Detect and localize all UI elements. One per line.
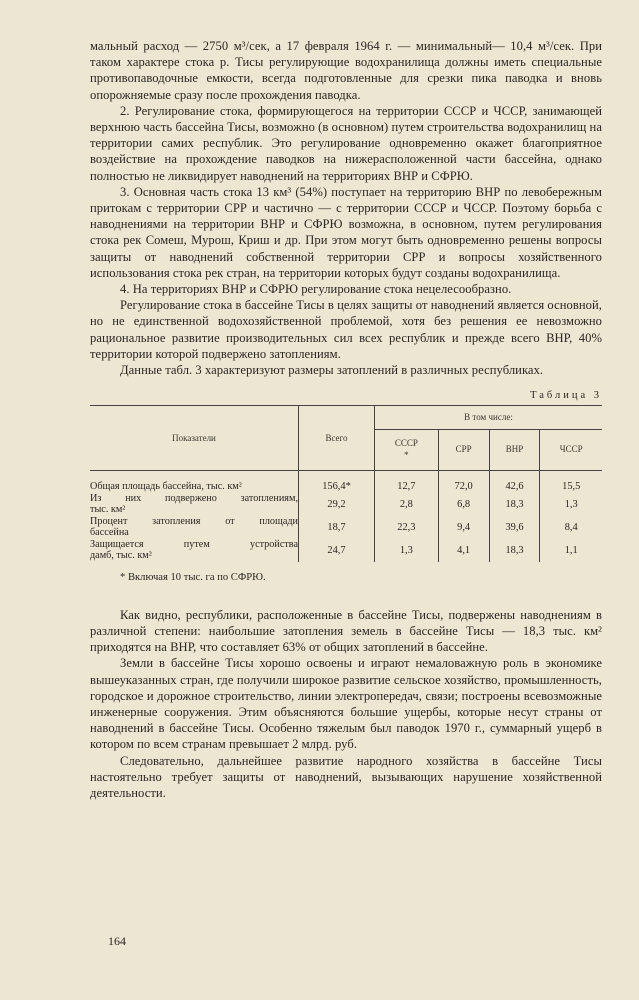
header-col-srr: СРР bbox=[438, 429, 489, 471]
header-col-vnr: ВНР bbox=[489, 429, 540, 471]
row-label-line: бассейна bbox=[90, 527, 129, 539]
cell-total: 29,2 bbox=[299, 493, 375, 516]
paragraph: 2. Регулирование стока, формирующегося на территории СССР и ЧССР, занимающей верхнюю часть бассейна Тисы, возможно (в основном) путем строительства водохранилищ на территории самих республик. Это регулирование одновременно окажет благоприятное воздействие на прохождение паводков на нижерасположенной части бассейна, однако полностью не ликвидирует наводнений на территориях ВНР и СФРЮ. bbox=[90, 103, 602, 183]
header-col-ussr bbox=[375, 429, 439, 471]
cell-value: 1,3 bbox=[540, 493, 602, 516]
page-number: 164 bbox=[108, 934, 126, 948]
paragraph: Земли в бассейне Тисы хорошо освоены и играют немаловажную роль в экономике вышеуказанных стран, где получили широкое развитие сельское хозяйство, промышленность, городское и дорожное строительство, линии электропередач, связи; построены всевозможные инженерные сооружения. Этим объясняются большие ущербы, которые несут страны от наводнений в бассейне Тисы. Особенно тяжелым был паводок 1970 г., суммарный ущерб в котором по всем странам превышает 2 млрд. руб. bbox=[90, 656, 602, 752]
column-label: СССР bbox=[394, 438, 418, 449]
row-label-line: Защищается путем устройства bbox=[90, 538, 298, 550]
table-row bbox=[90, 516, 602, 539]
cell-value: 18,3 bbox=[489, 539, 540, 562]
cell-value: 4,1 bbox=[438, 539, 489, 562]
row-label-line: тыс. км² bbox=[90, 504, 126, 516]
paragraph: 4. На территориях ВНР и СФРЮ регулирование стока нецелесообразно. bbox=[120, 282, 512, 297]
cell-total: 156,4* bbox=[299, 471, 375, 493]
table-row bbox=[90, 493, 602, 516]
row-label bbox=[90, 471, 299, 493]
cell-value: 1,3 bbox=[375, 539, 439, 562]
paragraph: Следовательно, дальнейшее развитие народного хозяйства в бассейне Тисы настоятельно требует защиты от наводнений, вызывающих нарушение хозяйственной деятельности. bbox=[90, 753, 602, 800]
paragraph: мальный расход — 2750 м³/сек, а 17 февраля 1964 г. — минимальный— 10,4 м³/сек. При таком характере стока р. Тисы регулирующие водохранилища должны иметь специальные противопаводочные емкости, всегда подготовленные для срезки пика паводка и вновь опорожняемые сразу после прохождения паводка. bbox=[90, 39, 602, 102]
header-indicators: Показатели bbox=[90, 406, 299, 471]
row-label-line: Общая площадь бассейна, тыс. км² bbox=[90, 481, 242, 493]
cell-value: 22,3 bbox=[375, 516, 439, 539]
cell-value: 8,4 bbox=[540, 516, 602, 539]
paragraph: Как видно, республики, расположенные в бассейне Тисы, подвержены наводнениям в различной степени: наибольшие затопления земель в бассейне Тисы — 18,3 тыс. км² приходятся на ВНР, что составляет 63% от общих затоплений в бассейне. bbox=[90, 607, 602, 655]
row-label bbox=[90, 539, 299, 562]
table-row bbox=[90, 539, 602, 562]
cell-value: 72,0 bbox=[438, 471, 489, 493]
cell-value: 2,8 bbox=[375, 493, 439, 516]
cell-value: 18,3 bbox=[489, 493, 540, 516]
row-label-line: Процент затопления от площади bbox=[90, 515, 298, 527]
cell-total: 24,7 bbox=[299, 539, 375, 562]
cell-value: 9,4 bbox=[438, 516, 489, 539]
cell-value: 12,7 bbox=[375, 471, 439, 493]
cell-total: 18,7 bbox=[299, 516, 375, 539]
column-note: * bbox=[404, 449, 409, 460]
data-table bbox=[90, 405, 602, 562]
row-label-line: Из них подвержено затоплениям, bbox=[90, 492, 298, 504]
cell-value: 1,1 bbox=[540, 539, 602, 562]
row-label bbox=[90, 493, 299, 516]
paragraph: 3. Основная часть стока 13 км³ (54%) поступает на территорию ВНР по левобережным притокам с территории СРР и частично — с территории СССР и ЧССР. Поэтому борьба с наводнениями на территории ВНР и СФРЮ возможна, в основном, путем регулирования стока рек Сомеш, Мурош, Криш и др. При этом могут быть одновременно решены вопросы защиты от наводнений собственной территории СРР и вопросы хозяйственного использования стока рек стран, на территории которых будут созданы водохранилища. bbox=[90, 184, 602, 280]
cell-value: 15,5 bbox=[540, 471, 602, 493]
cell-value: 39,6 bbox=[489, 516, 540, 539]
table-row bbox=[90, 471, 602, 493]
table-footnote: * Включая 10 тыс. га по СФРЮ. bbox=[120, 571, 266, 583]
paragraph: Данные табл. 3 характеризуют размеры затоплений в различных республиках. bbox=[120, 363, 544, 378]
header-col-chssr: ЧССР bbox=[540, 429, 602, 471]
table-caption: Таблица 3 bbox=[530, 390, 602, 402]
row-label bbox=[90, 516, 299, 539]
cell-value: 6,8 bbox=[438, 493, 489, 516]
row-label-line: дамб, тыс. км² bbox=[90, 550, 152, 562]
page-content bbox=[90, 38, 602, 801]
paragraph: Регулирование стока в бассейне Тисы в целях защиты от наводнений является основной, но не единственной водохозяйственной проблемой, хотя без решения ее невозможно рациональное развитие производительных сил всех республик и прежде всего ВНР, 40% территории которой подвержено затоплениям. bbox=[90, 298, 602, 361]
cell-value: 42,6 bbox=[489, 471, 540, 493]
header-total: Всего bbox=[299, 406, 375, 471]
header-group: В том числе: bbox=[375, 406, 603, 429]
